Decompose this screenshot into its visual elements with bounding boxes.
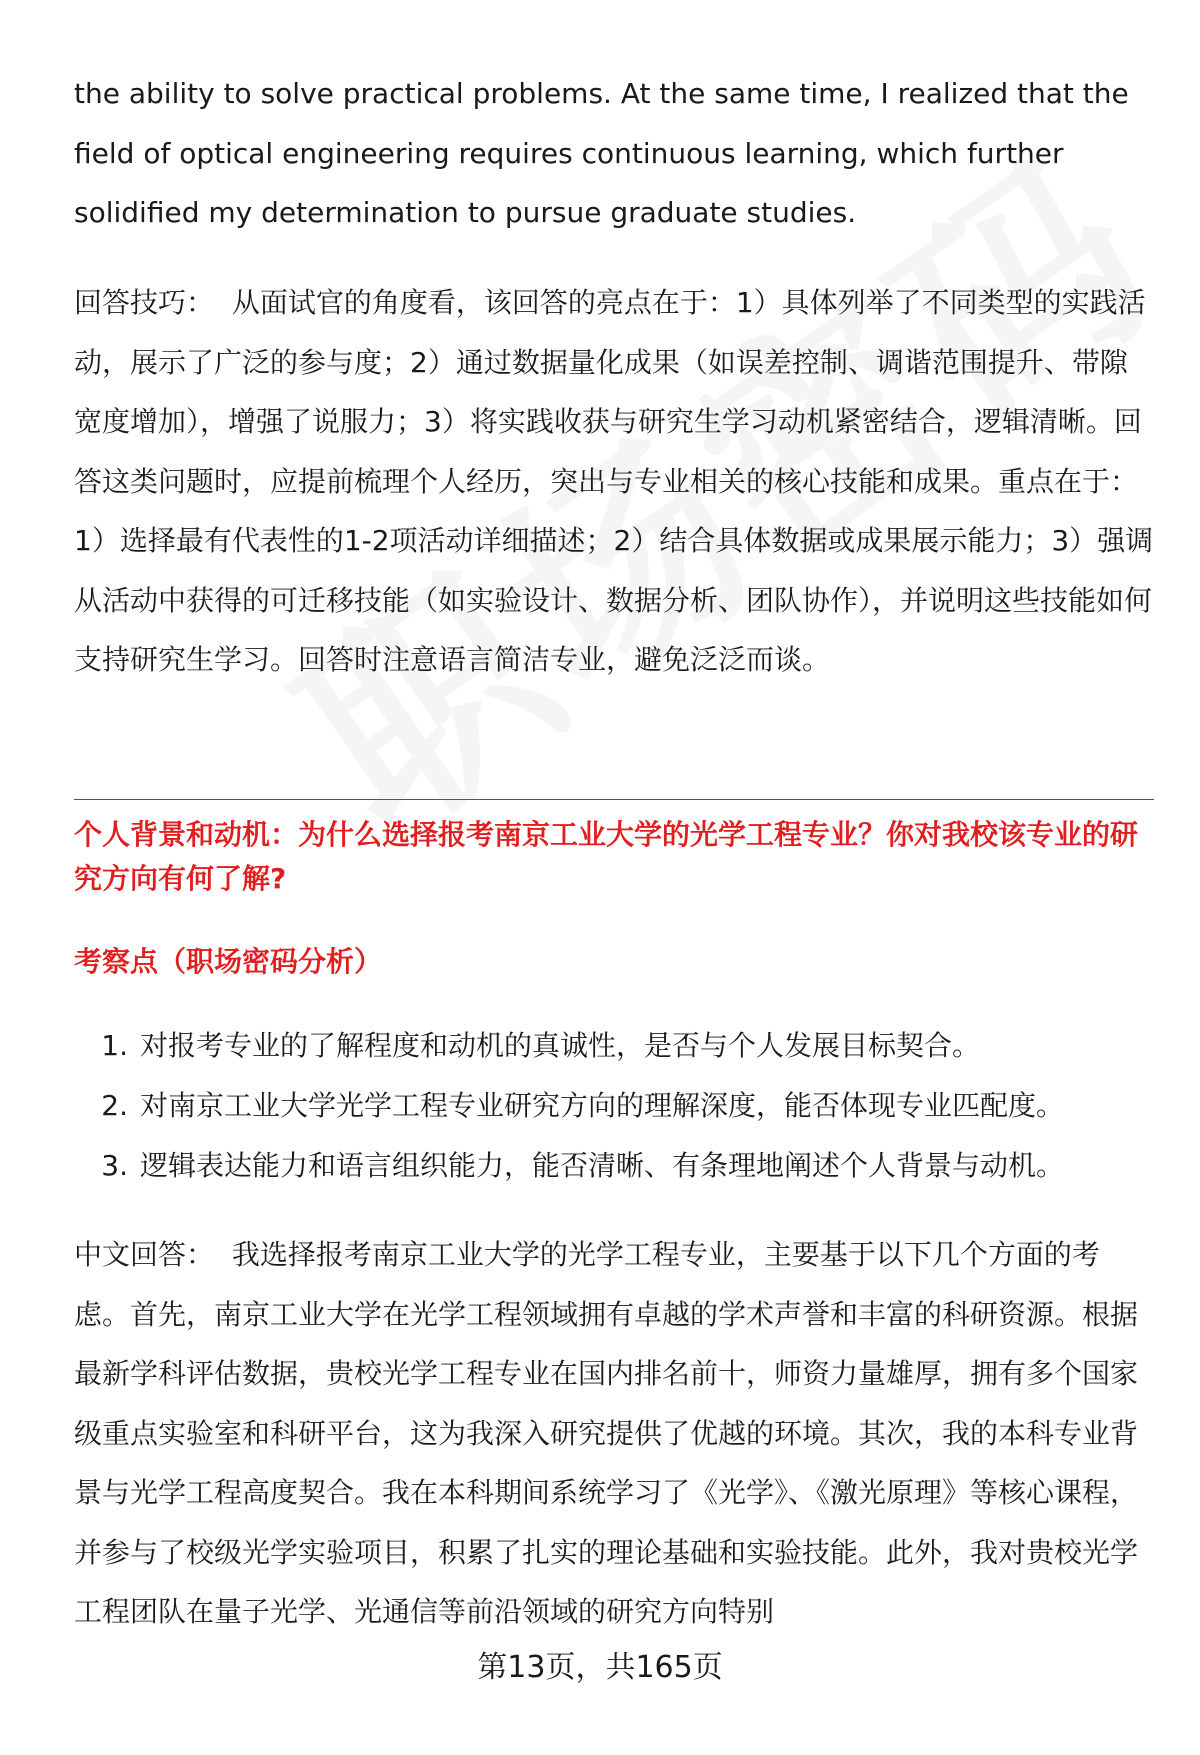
tip-text: 从面试官的角度看，该回答的亮点在于：1）具体列举了不同类型的实践活动，展示了广泛的参与度；2）通过数据量化成果（如误差控制、调谐范围提升、带隙宽度增加），增强了说服力；3）将实践收获与研究生学习动机紧密结合，逻辑清晰。回答这类问题时，应提前梳理个人经历，突出与专业相关的核心技能和成果。重点在于：1）选择最有代表性的1-2项活动详细描述；2）结合具体数据或成果展示能力；3）强调从活动中获得的可迁移技能（如实验设计、数据分析、团队协作），并说明这些技能如何支持研究生学习。回答时注意语言简洁专业，避免泛泛而谈。 — [74, 286, 1154, 676]
list-text: 对南京工业大学光学工程专业研究方向的理解深度，能否体现专业匹配度。 — [140, 1089, 1065, 1122]
list-text: 对报考专业的了解程度和动机的真诚性，是否与个人发展目标契合。 — [140, 1029, 981, 1062]
list-text: 逻辑表达能力和语言组织能力，能否清晰、有条理地阐述个人背景与动机。 — [140, 1149, 1065, 1182]
list-number: 2. — [101, 1089, 128, 1122]
list-item — [74, 1016, 1064, 1076]
answer-label: 中文回答： — [74, 1238, 215, 1271]
answer-tip-paragraph — [74, 273, 1154, 690]
page-footer: 第13页，共165页 — [477, 1650, 723, 1685]
list-item — [74, 1136, 1064, 1196]
list-number: 3. — [101, 1149, 128, 1182]
points-heading: 考察点（职场密码分析） — [74, 945, 383, 978]
intro-paragraph: the ability to solve practical problems. At the same time, I realized that the field of optical engineering requires continuous learning, which further solidified my determination to pursue graduate studies. — [74, 77, 1129, 229]
chinese-answer-paragraph — [74, 1225, 1154, 1642]
question-heading: 个人背景和动机：为什么选择报考南京工业大学的光学工程专业？你对我校该专业的研究方向有何了解? — [74, 818, 1139, 895]
section-divider — [74, 799, 1154, 800]
list-item — [74, 1076, 1064, 1136]
tip-label: 回答技巧： — [74, 286, 215, 319]
points-list — [74, 1016, 1064, 1196]
list-number: 1. — [101, 1029, 128, 1062]
answer-text: 我选择报考南京工业大学的光学工程专业，主要基于以下几个方面的考虑。首先，南京工业大学在光学工程领域拥有卓越的学术声誉和丰富的科研资源。根据最新学科评估数据，贵校光学工程专业在国内排名前十，师资力量雄厚，拥有多个国家级重点实验室和科研平台，这为我深入研究提供了优越的环境。其次，我的本科专业背景与光学工程高度契合。我在本科期间系统学习了《光学》、《激光原理》等核心课程，并参与了校级光学实验项目，积累了扎实的理论基础和实验技能。此外，我对贵校光学工程团队在量子光学、光通信等前沿领域的研究方向特别 — [74, 1238, 1139, 1628]
